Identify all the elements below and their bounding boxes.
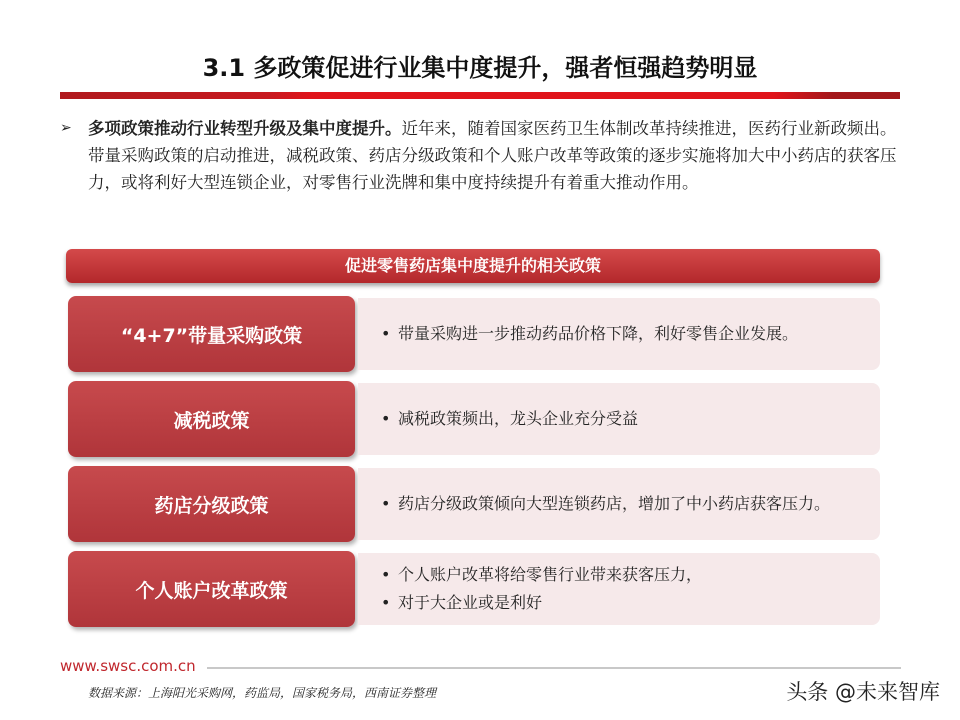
policy-point: • 药店分级政策倾向大型连锁药店，增加了中小药店获客压力。 (378, 490, 880, 518)
arrow-bullet-icon: ➢ (60, 120, 72, 136)
policy-point: • 个人账户改革将给零售行业带来获客压力， (378, 561, 880, 589)
policy-name: 减税政策 (68, 381, 355, 457)
policy-row (68, 381, 880, 457)
watermark: 头条 @未来智库 (786, 680, 940, 704)
policy-point: • 减税政策频出，龙头企业充分受益 (378, 405, 880, 433)
policy-row (68, 466, 880, 542)
policy-row (68, 296, 880, 372)
policy-desc (358, 468, 880, 540)
source-note: 数据来源：上海阳光采购网，药监局，国家税务局，西南证券整理 (88, 686, 437, 700)
footer-url: www.swsc.com.cn (60, 657, 196, 675)
intro-bold: 多项政策推动行业转型升级及集中度提升。 (88, 119, 402, 138)
policy-name: “4+7”带量采购政策 (68, 296, 355, 372)
page-title: 3.1 多政策促进行业集中度提升，强者恒强趋势明显 (202, 54, 758, 82)
policy-row (68, 551, 880, 627)
policy-point: • 对于大企业或是利好 (378, 589, 880, 617)
table-header: 促进零售药店集中度提升的相关政策 (66, 249, 880, 283)
intro-paragraph (60, 115, 900, 196)
policy-point: • 带量采购进一步推动药品价格下降，利好零售企业发展。 (378, 320, 880, 348)
policy-desc (358, 383, 880, 455)
policy-name: 药店分级政策 (68, 466, 355, 542)
policy-name: 个人账户改革政策 (68, 551, 355, 627)
policy-desc (358, 298, 880, 370)
intro-text: 近年来，随着国家医药卫生体制改革持续推进，医药行业新政频出。带量采购政策的启动推进，减税政策、药店分级政策和个人账户改革等政策的逐步实施将加大中小药店的获客压力，或将利好大型连锁企业，对零售行业洗牌和集中度持续提升有着重大推动作用。 (88, 119, 897, 192)
footer-divider (207, 667, 901, 669)
title-divider (60, 92, 900, 99)
policy-desc (358, 553, 880, 625)
